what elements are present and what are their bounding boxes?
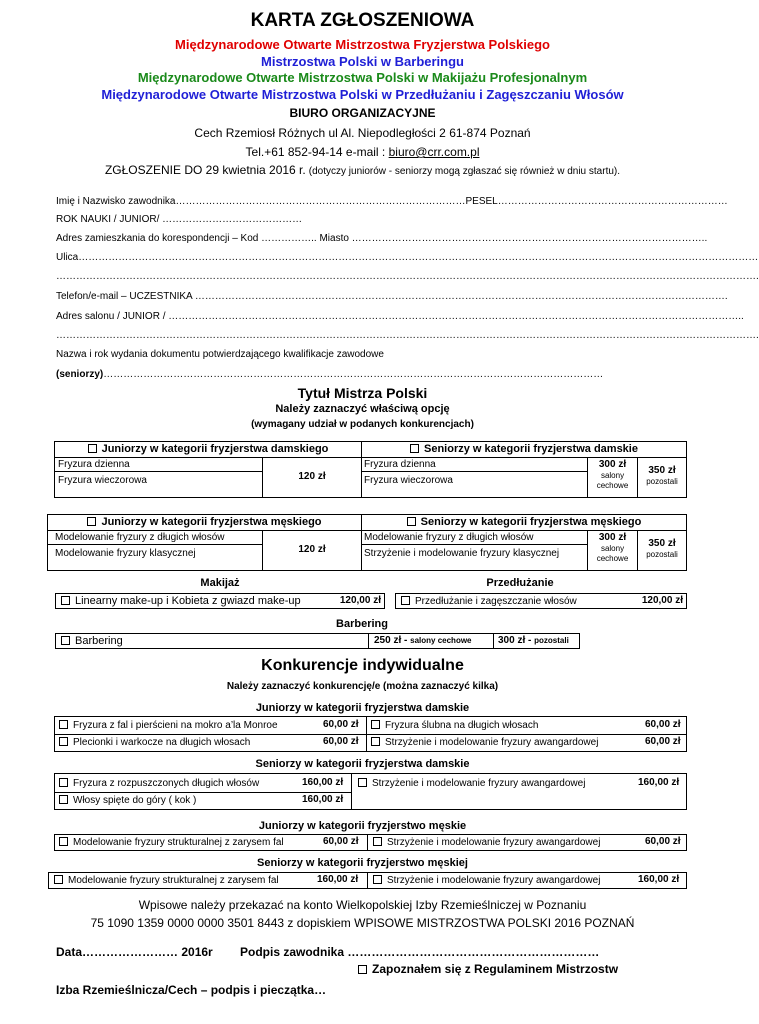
makeup-label: Linearny make-up i Kobieta z gwiazd make-up <box>75 595 301 607</box>
extension-option[interactable] <box>395 593 687 609</box>
junior-mens-heading: Juniorzy w kategorii fryzjerstwo męskie <box>258 820 467 832</box>
mens-senior-header[interactable]: Seniorzy w kategorii fryzjerstwa męskiego <box>361 516 687 528</box>
barbering-label: Barbering <box>75 635 123 647</box>
deadline-note: (dotyczy juniorów - seniorzy mogą zgłaszać się również w dniu startu). <box>308 166 621 177</box>
blank-line-2[interactable]: …………………………………………………………………………………………………………………………………………………………………………………………. <box>56 330 759 341</box>
checkbox-icon[interactable] <box>373 837 382 846</box>
title-section-subheading: Należy zaznaczyć właściwą opcję <box>275 403 450 415</box>
senior-ladies-option-3[interactable]: Strzyżenie i modelowanie fryzury awangardowej <box>358 777 585 790</box>
payment-line-2: 75 1090 1359 0000 0000 3501 8443 z dopiskiem WPISOWE MISTRZOSTWA POLSKI 2016 POZNAŃ <box>90 916 635 930</box>
senior-mens-option-1[interactable]: Modelowanie fryzury strukturalnej z zarysem fal <box>54 874 279 887</box>
mens-senior-item-2: Strzyżenie i modelowanie fryzury klasycznej <box>364 548 560 559</box>
junior-ladies-price-1: 60,00 zł <box>323 719 359 730</box>
contact-email-link[interactable]: biuro@crr.com.pl <box>388 145 480 159</box>
mens-senior-price-salon: 300 zł salony cechowe <box>596 532 629 563</box>
senior-ladies-table <box>54 773 687 810</box>
office-address: Cech Rzemiosł Różnych ul Al. Niepodległości 2 61-874 Poznań <box>194 126 531 140</box>
junior-mens-price-2: 60,00 zł <box>645 836 681 847</box>
checkbox-icon[interactable] <box>59 778 68 787</box>
junior-ladies-option-1[interactable]: Fryzura z fal i pierścieni na mokro a’la Monroe <box>59 719 278 732</box>
title-section-note: (wymagany udział w podanych konkurencjach) <box>251 419 474 430</box>
page-title: KARTA ZGŁOSZENIOWA <box>250 10 475 31</box>
senior-mens-table <box>48 872 687 889</box>
ladies-junior-price: 120 zł <box>298 471 326 482</box>
checkbox-icon[interactable] <box>59 837 68 846</box>
mens-senior-item-1: Modelowanie fryzury z długich włosów <box>364 532 534 543</box>
checkbox-icon[interactable] <box>371 720 380 729</box>
blank-line-1[interactable]: …………………………………………………………………………………………………………………………………………………………………………………………. <box>56 271 759 282</box>
mens-junior-price: 120 zł <box>298 544 326 555</box>
checkbox-icon[interactable] <box>59 737 68 746</box>
junior-ladies-option-4[interactable]: Strzyżenie i modelowanie fryzury awangardowej <box>371 736 598 749</box>
mens-junior-item-2: Modelowanie fryzury klasycznej <box>55 548 196 559</box>
barbering-price-salon: 250 zł - salony cechowe <box>374 635 472 646</box>
mens-title-table <box>47 514 687 571</box>
senior-ladies-option-1[interactable]: Fryzura z rozpuszczonych długich włosów <box>59 777 259 790</box>
senior-mens-price-1: 160,00 zł <box>317 874 359 885</box>
header-line-4: Międzynarodowe Otwarte Mistrzostwa Polski w Przedłużaniu i Zagęszczaniu Włosów <box>101 87 624 102</box>
checkbox-icon[interactable] <box>358 778 367 787</box>
title-section-heading: Tytuł Mistrza Polski <box>297 385 428 401</box>
junior-mens-option-1[interactable]: Modelowanie fryzury strukturalnej z zarysem fal <box>59 836 284 849</box>
extension-label: Przedłużanie i zagęszczanie włosów <box>415 596 577 607</box>
extension-price: 120,00 zł <box>641 595 683 606</box>
header-line-2: Mistrzostwa Polski w Barberingu <box>261 54 464 69</box>
individual-note: Należy zaznaczyć konkurencję/e (można zaznaczyć kilka) <box>226 681 499 692</box>
checkbox-icon[interactable] <box>373 875 382 884</box>
makeup-price: 120,00 zł <box>339 595 381 606</box>
senior-ladies-price-3: 160,00 zł <box>638 777 680 788</box>
junior-ladies-table <box>54 716 687 752</box>
ladies-senior-header[interactable]: Seniorzy w kategorii fryzjerstwa damskie <box>361 443 687 455</box>
office-heading: BIURO ORGANIZACYJNE <box>289 106 436 120</box>
salon-address-field[interactable]: Adres salonu / JUNIOR / ……………………………………………………………………………………………………………………………………………………….. <box>56 311 744 322</box>
phone-email-field[interactable]: Telefon/e-mail – UCZESTNIKA ……………………………………………………………………………………………………………………………………………. <box>56 291 728 302</box>
senior-ladies-option-2[interactable]: Włosy spięte do góry ( kok ) <box>59 794 196 807</box>
ladies-senior-item-1: Fryzura dzienna <box>364 459 436 470</box>
junior-ladies-price-2: 60,00 zł <box>323 736 359 747</box>
extension-heading: Przedłużanie <box>486 577 554 589</box>
signature-field[interactable]: Podpis zawodnika ……………………………………………………… <box>240 945 600 959</box>
junior-ladies-option-3[interactable]: Fryzura ślubna na długich włosach <box>371 719 538 732</box>
makeup-option[interactable] <box>55 593 385 609</box>
senior-mens-price-2: 160,00 zł <box>638 874 680 885</box>
checkbox-icon[interactable] <box>401 596 410 605</box>
chamber-signature-field[interactable]: Izba Rzemieślnicza/Cech – podpis i pieczątka… <box>56 983 327 997</box>
checkbox-icon[interactable] <box>87 517 96 526</box>
checkbox-icon[interactable] <box>54 875 63 884</box>
ladies-title-table <box>54 441 687 498</box>
header-line-1: Międzynarodowe Otwarte Mistrzostwa Fryzjerstwa Polskiego <box>175 37 550 52</box>
senior-ladies-heading: Seniorzy w kategorii fryzjerstwa damskie <box>255 758 470 770</box>
street-field[interactable]: Ulica…………………………………………………………………………………………………………………………………………………………………………………… <box>56 252 759 263</box>
junior-mens-price-1: 60,00 zł <box>323 836 359 847</box>
senior-mens-option-2[interactable]: Strzyżenie i modelowanie fryzury awangardowej <box>373 874 600 887</box>
individual-heading: Konkurencje indywidualne <box>261 657 464 674</box>
barbering-heading: Barbering <box>336 618 388 630</box>
ladies-junior-item-2: Fryzura wieczorowa <box>58 475 147 486</box>
deadline <box>0 163 725 177</box>
contact-phone: Tel.+61 852-94-14 e-mail : <box>245 145 389 159</box>
regulations-checkbox[interactable]: Zapoznałem się z Regulaminem Mistrzostw <box>358 962 618 976</box>
ladies-junior-header[interactable]: Juniorzy w kategorii fryzjerstwa damskiego <box>55 443 361 455</box>
deadline-main: ZGŁOSZENIE DO 29 kwietnia 2016 r. <box>104 163 306 177</box>
checkbox-icon[interactable] <box>59 795 68 804</box>
checkbox-icon[interactable] <box>59 720 68 729</box>
ladies-senior-item-2: Fryzura wieczorowa <box>364 475 453 486</box>
barbering-option[interactable] <box>55 633 580 649</box>
mens-junior-item-1: Modelowanie fryzury z długich włosów <box>55 532 225 543</box>
checkbox-icon[interactable] <box>61 596 70 605</box>
header-line-3: Międzynarodowe Otwarte Mistrzostwa Polski w Makijażu Profesjonalnym <box>137 70 588 85</box>
senior-mens-heading: Seniorzy w kategorii fryzjerstwo męskiej <box>257 857 468 869</box>
mens-senior-price-other: 350 zł pozostali <box>646 538 678 559</box>
checkbox-icon[interactable] <box>88 444 97 453</box>
junior-ladies-price-4: 60,00 zł <box>645 736 681 747</box>
senior-ladies-price-1: 160,00 zł <box>302 777 344 788</box>
junior-ladies-option-2[interactable]: Plecionki i warkocze na długich włosach <box>59 736 250 749</box>
mens-junior-header[interactable]: Juniorzy w kategorii fryzjerstwa męskiego <box>48 516 361 528</box>
ladies-senior-price-other: 350 zł pozostali <box>646 465 678 486</box>
document-label: Nazwa i rok wydania dokumentu potwierdzającego kwalifikacje zawodowe <box>56 349 384 360</box>
junior-mens-table <box>54 834 687 851</box>
checkbox-icon[interactable] <box>61 636 70 645</box>
date-field[interactable]: Data…………………… 2016r <box>56 945 213 959</box>
ladies-junior-item-1: Fryzura dzienna <box>58 459 130 470</box>
address-field[interactable]: Adres zamieszkania do korespondencji – Kod …………….. Miasto …………………………………………………………………………………………….. <box>56 233 708 244</box>
checkbox-icon[interactable] <box>371 737 380 746</box>
senior-ladies-price-2: 160,00 zł <box>302 794 344 805</box>
seniors-dots: …………………………………………………………………………………………………………………………………… <box>103 369 604 380</box>
office-contact <box>0 145 725 159</box>
makeup-heading: Makijaż <box>200 577 240 589</box>
junior-ladies-price-3: 60,00 zł <box>645 719 681 730</box>
barbering-price-other: 300 zł - pozostali <box>498 635 569 646</box>
seniors-prefix: (seniorzy) <box>56 369 104 380</box>
name-pesel-field[interactable]: Imię i Nazwisko zawodnika……………………………………………………………………………PESEL…………………………………………………………… <box>56 196 728 207</box>
junior-mens-option-2[interactable]: Strzyżenie i modelowanie fryzury awangardowej <box>373 836 600 849</box>
seniors-document-field[interactable] <box>56 369 604 381</box>
junior-ladies-heading: Juniorzy w kategorii fryzjerstwa damskie <box>255 702 470 714</box>
checkbox-icon[interactable] <box>410 444 419 453</box>
year-junior-field[interactable]: ROK NAUKI / JUNIOR/ …………………………………… <box>56 214 303 225</box>
checkbox-icon[interactable] <box>407 517 416 526</box>
ladies-senior-price-salon: 300 zł salony cechowe <box>596 459 629 490</box>
checkbox-icon[interactable] <box>358 965 367 974</box>
payment-line-1: Wpisowe należy przekazać na konto Wielkopolskiej Izby Rzemieślniczej w Poznaniu <box>138 898 587 912</box>
